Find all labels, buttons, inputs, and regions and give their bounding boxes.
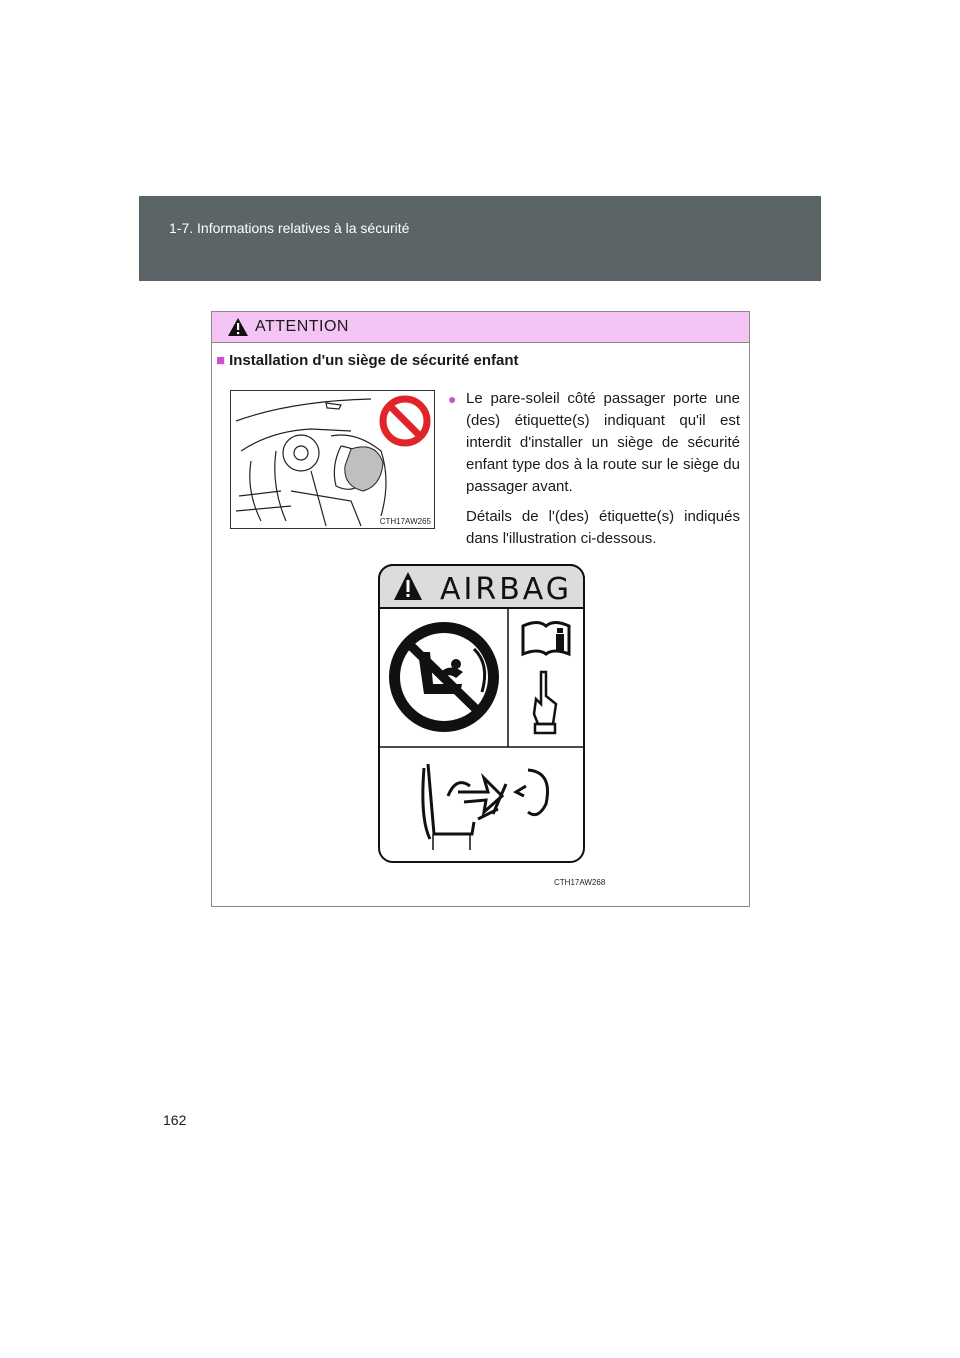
paragraph-1: ● Le pare-soleil côté passager porte une (des) étiquette(s) indiquant qu'il est interdit d'installer un siège de sécurité enfant type dos à la route sur le siège du passager avant.	[448, 388, 740, 498]
paragraph-2: Détails de l'(des) étiquette(s) indiqués dans l'illustration ci-dessous.	[466, 508, 740, 547]
bullet-text	[448, 388, 740, 550]
section-heading-text: Installation d'un siège de sécurité enfant	[229, 352, 519, 369]
illustration-code-1: CTH17AW265	[379, 517, 431, 526]
interior-illustration	[230, 390, 435, 529]
airbag-title: AIRBAG	[440, 572, 573, 607]
caution-title: ATTENTION	[255, 318, 349, 335]
airbag-label-drawing	[378, 564, 586, 864]
chapter-header	[139, 196, 821, 281]
no-rear-facing-seat-icon	[389, 622, 499, 732]
manual-info-icon	[523, 623, 569, 655]
page-number: 162	[163, 1112, 187, 1128]
warning-icon	[227, 317, 249, 337]
section-heading	[216, 352, 519, 369]
caution-header	[212, 312, 749, 343]
car-interior-drawing	[231, 391, 435, 529]
section-title: 1-7. Informations relatives à la sécurité	[169, 220, 410, 236]
square-bullet-icon: ■	[216, 352, 226, 369]
caution-box	[211, 311, 750, 907]
illustration-code-2: CTH17AW268	[554, 878, 606, 887]
airbag-warning-label	[378, 564, 606, 887]
